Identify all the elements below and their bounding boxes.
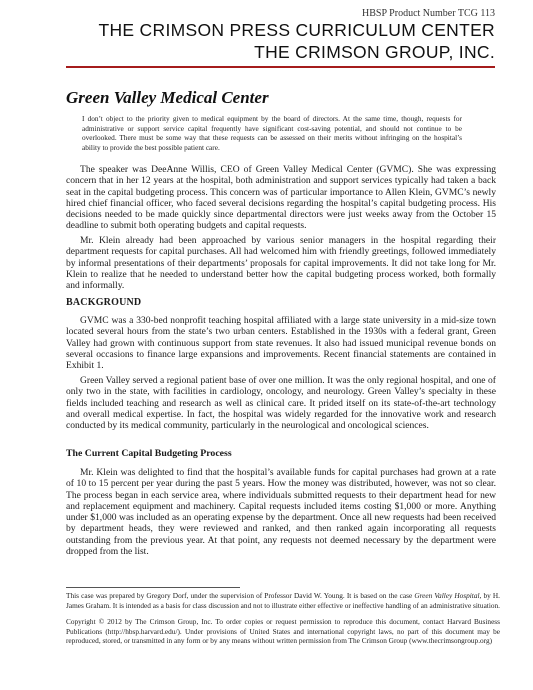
header-rule xyxy=(66,66,495,68)
paragraph-text: GVMC was a 330-bed nonprofit teaching hospital affiliated with a large state university in a mid-size town located several hours from the state’s two urban centers. Established in the 1930s with a federal grant, Green Valley had grown with continuous support from state revenues. It also had issued municipal revenue bonds on several occasions to finance large expansions and improvements. Recent financial statements are contained in Exhibit 1. xyxy=(66,315,496,372)
paragraph-text: Green Valley served a regional patient base of over one million. It was the only regional hospital, and one of only two in the state, with facilities in cardiology, oncology, and neurology. Green Valley’s specialty in these fields included teaching and research as well as clinical care. It prided itself on its state-of-the-art technology and overall medical expertise. In fact, the hospital was widely regarded for the innovative work and research conducted by its medical community, particularly in the neurological and oncological sciences. xyxy=(66,375,496,432)
paragraph-gvmc xyxy=(66,315,496,371)
section-heading-process: The Current Capital Budgeting Process xyxy=(66,448,232,459)
epigraph-quote: I don’t object to the priority given to medical equipment by the board of directors. At the same time, though, requests for administrative or support service capital frequently have significant cost-saving potential, and should not continue to be overlooked. There must be some way that these requests can be assessed on their merits without infringing on the hospital’s ability to provide the best possible patient care. xyxy=(82,114,462,152)
paragraph-region xyxy=(66,375,496,431)
paragraph-text: Mr. Klein was delighted to find that the hospital’s available funds for capital purchases had grown at a rate of 10 to 15 percent per year during the past 5 years. How the money was distributed, however, was not so clear. The process began in each service area, where individuals submitted requests to their department head for new and replacement equipment and machinery. Capital requests included items costing $1,000 or more. Anything under $1,000 was included as an operating expense by the department. Once all new requests had been received by department heads, they were reviewed and ranked, and then ranked again incorporating all requests outstanding from the previous year. At that point, any requests not deemed necessary by the department were dropped from the list. xyxy=(66,467,496,558)
paragraph-text: The speaker was DeeAnne Willis, CEO of Green Valley Medical Center (GVMC). She was expressing concern that in her 12 years at the hospital, both administration and support services typically had taken a back seat in the capital budgeting process. This concern was of particular importance to Allen Klein, GVMC’s newly hired chief financial officer, who faced several decisions regarding the hospital’s capital budgeting process. His decisions needed to be made quickly since departmental directors were just weeks away from the October 15 deadline to submit both operating budgets and capital requests. xyxy=(66,164,496,232)
paragraph-text: Mr. Klein already had been approached by various senior managers in the hospital regarding their department requests for capital purchases. All had welcomed him with friendly greetings, followed immediately by informal presentations of their departments’ proposals for capital improvements. It did not take long for Mr. Klein to realize that he needed to understand better how the capital budgeting process worked, both formally and informally. xyxy=(66,235,496,292)
product-number: HBSP Product Number TCG 113 xyxy=(362,8,495,19)
footnote-copyright: Copyright © 2012 by The Crimson Group, Inc. To order copies or request permission to reproduce this document, contact Harvard Business Publications (http://hbsp.harvard.edu/). Under provisions of United States and international copyright laws, no part of this document may be reproduced, stored, or transmitted in any form or by any means without written permission from The Crimson Group (www.thecrimsongroup.org) xyxy=(66,617,500,646)
org-name-line2: THE CRIMSON GROUP, INC. xyxy=(254,42,495,62)
section-heading-background: BACKGROUND xyxy=(66,297,142,308)
paragraph-klein xyxy=(66,235,496,291)
org-name-line1: THE CRIMSON PRESS CURRICULUM CENTER xyxy=(98,20,495,40)
paragraph-intro xyxy=(66,164,496,232)
footnote-authorship xyxy=(66,591,500,610)
paragraph-process xyxy=(66,467,496,557)
footnote-rule xyxy=(66,587,240,588)
footnote-source-title: Green Valley Hospital xyxy=(414,591,480,600)
footnote-text: , by H. James Graham. It is intended as a basis for class discussion and not to illustrate either effective or ineffective handling of an administrative situation. xyxy=(66,591,500,610)
footnote-text: This case was prepared by Gregory Dorf, under the supervision of Professor David W. Young. It is based on the case xyxy=(66,591,415,600)
case-title: Green Valley Medical Center xyxy=(66,88,269,107)
